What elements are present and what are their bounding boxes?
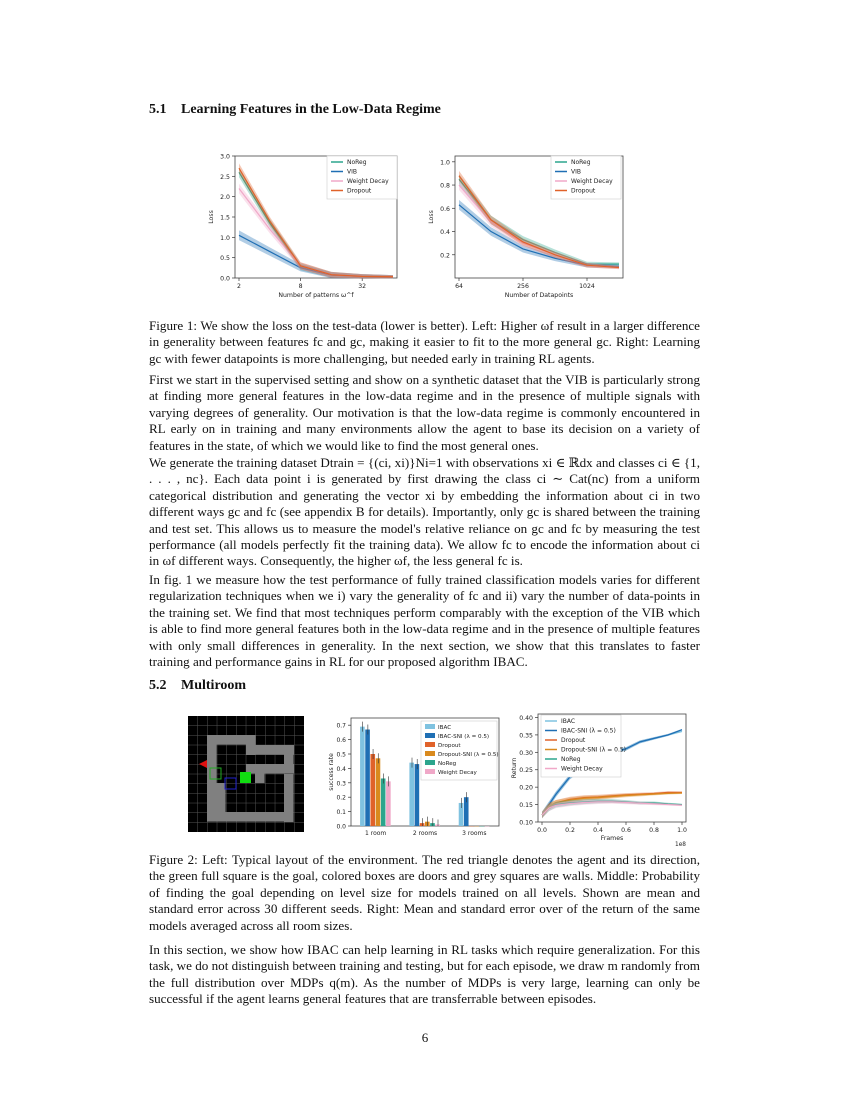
y-tick-label: 0.2 <box>336 794 346 802</box>
paragraph-3: In fig. 1 we measure how the test performance of fully trained classification models varies for different regularization techniques when we i) vary the generality of fc and ii) vary the number of data-points in the training set. We find that most techniques perform comparably with the exception of the VIB which is able to find more general features both in the low-data regime and in the presence of multiple features with only small differences in generality. In the next section, we show that this translates to faster training and performance gains in RL for our proposed algorithm IBAC. <box>149 572 700 670</box>
wall <box>207 744 217 817</box>
y-axis-label: Loss <box>428 210 435 224</box>
wall <box>284 774 294 822</box>
legend-label-noreg: NoReg <box>347 159 367 166</box>
y-tick-label: 0.8 <box>440 182 450 190</box>
legend-label-dropout-sni-0-5: Dropout-SNI (λ = 0.5) <box>438 752 499 758</box>
figure2-return-chart <box>510 710 690 848</box>
legend-label-weight-decay: Weight Decay <box>571 178 613 185</box>
y-tick-label: 0.20 <box>519 784 533 792</box>
y-axis-label: Loss <box>208 210 215 224</box>
paragraph-1: First we start in the supervised setting and show on a synthetic dataset that the VIB is particularly strong at finding more general features in the low-data regime and in the presence of multiple signals with varying degrees of generality. Our motivation is that the low-data regime is commonly encountered in RL early on in training and many environments allow the agent to base its decision on a variety of features in the state, of which we would like to find the most general ones. <box>149 372 700 453</box>
x-tick-label: 3 rooms <box>462 830 487 837</box>
y-tick-label: 0.6 <box>440 205 450 213</box>
x-axis-label: Number of patterns ω^f <box>278 292 354 299</box>
legend-label-dropout: Dropout <box>561 737 586 744</box>
bar-weight-decay <box>386 781 391 826</box>
x-tick-label: 0.0 <box>537 827 547 834</box>
legend-label-vib: VIB <box>571 168 581 176</box>
wall <box>284 745 294 765</box>
y-tick-label: 0.10 <box>519 819 533 827</box>
wall <box>246 764 294 774</box>
section-number: 5.1 <box>149 102 167 117</box>
bar-dropout-sni-0-5 <box>376 758 381 826</box>
figure2-return-plot-area <box>511 714 687 848</box>
legend-label-dropout: Dropout <box>347 187 372 195</box>
figure1-caption <box>149 318 700 367</box>
y-tick-label: 2.0 <box>220 194 230 202</box>
y-tick-label: 0.2 <box>440 252 450 260</box>
y-tick-label: 0.5 <box>220 255 230 263</box>
figure2-bar-chart <box>325 712 503 842</box>
y-tick-label: 0.5 <box>336 751 346 759</box>
legend-label-ibac: IBAC <box>561 718 576 725</box>
x-multiplier: 1e8 <box>675 842 686 848</box>
legend-label-noreg: NoReg <box>438 761 457 767</box>
x-tick-label: 256 <box>517 283 529 290</box>
legend-label-ibac: IBAC <box>438 725 452 731</box>
legend-label-dropout: Dropout <box>571 187 596 195</box>
x-tick-label: 1024 <box>579 283 595 290</box>
figure1-left-plot-area <box>208 154 397 300</box>
legend-swatch-noreg <box>425 760 435 765</box>
figure2-caption-label: Figure 2: <box>149 852 198 867</box>
legend-swatch-ibac <box>425 724 435 729</box>
legend-label-dropout-sni-0-5: Dropout-SNI (λ = 0.5) <box>561 746 627 754</box>
wall <box>216 783 226 812</box>
legend-swatch-ibac-sni-0-5 <box>425 733 435 738</box>
y-tick-label: 0.0 <box>220 275 230 283</box>
wall <box>255 764 265 783</box>
legend-label-dropout: Dropout <box>438 743 461 749</box>
x-tick-label: 0.4 <box>593 827 603 834</box>
y-tick-label: 0.15 <box>519 802 533 810</box>
y-tick-label: 0.0 <box>336 823 346 831</box>
y-tick-label: 1.5 <box>220 214 230 222</box>
bar-dropout-sni-0-5 <box>425 822 430 826</box>
x-tick-label: 32 <box>358 283 367 290</box>
section-number: 5.2 <box>149 678 167 693</box>
bar-ibac <box>409 763 414 826</box>
legend-swatch-dropout <box>425 742 435 747</box>
y-tick-label: 0.30 <box>519 749 533 757</box>
legend-label-ibac-sni-0-5: IBAC-SNI (λ = 0.5) <box>438 734 490 740</box>
legend-swatch-weight-decay <box>425 769 435 774</box>
x-tick-label: 2 <box>237 283 241 290</box>
figure2-caption-text: Left: Typical layout of the environment. The red triangle denotes the agent and its direction, the green full square is the goal, colored boxes are doors and grey squares are walls. Middle: Probability of finding the goal depending on level size for models trained on all levels. Shown are mean and standard error across 30 different seeds. Right: Mean and standard error over of the return of the same models averaged across all room sizes. <box>149 852 700 933</box>
bar-noreg <box>381 778 386 826</box>
x-tick-label: 2 rooms <box>412 830 438 837</box>
x-tick-label: 1.0 <box>677 827 687 834</box>
y-tick-label: 0.1 <box>336 809 346 817</box>
y-tick-label: 0.35 <box>519 732 533 740</box>
legend-label-noreg: NoReg <box>561 756 581 763</box>
y-tick-label: 0.3 <box>336 780 346 788</box>
y-tick-label: 0.25 <box>519 767 533 775</box>
bar-ibac-sni-0-5 <box>415 764 420 826</box>
legend-label-noreg: NoReg <box>571 159 591 166</box>
y-tick-label: 0.40 <box>519 714 533 722</box>
x-tick-label: 1 room <box>365 830 387 837</box>
x-axis-label: Number of Datapoints <box>504 292 574 299</box>
legend-label-weight-decay: Weight Decay <box>347 178 389 185</box>
section-heading-5-2 <box>149 678 246 694</box>
bar-dropout <box>420 823 425 826</box>
section-heading-5-1 <box>149 102 441 118</box>
x-tick-label: 64 <box>455 283 463 290</box>
y-axis-label: Return <box>511 757 518 779</box>
bar-ibac <box>360 727 365 826</box>
legend-label-weight-decay: Weight Decay <box>561 765 603 773</box>
section-title: Learning Features in the Low-Data Regime <box>181 102 441 117</box>
figure2-caption <box>149 852 700 934</box>
figure1-right-plot-area <box>428 156 623 299</box>
legend-label-ibac-sni-0-5: IBAC-SNI (λ = 0.5) <box>561 727 616 735</box>
legend-label-weight-decay: Weight Decay <box>438 770 477 776</box>
y-tick-label: 1.0 <box>220 234 230 242</box>
bar-dropout <box>370 754 375 826</box>
figure2-bar-plot-area <box>328 718 499 837</box>
paragraph-4: In this section, we show how IBAC can help learning in RL tasks which require generalization. For this task, we do not distinguish between training and testing, but for each episode, we draw m randomly from the full distribution over MDPs q(m). As the number of MDPs is very large, learning can only be successful if the agent learns general features that are transferrable between episodes. <box>149 942 700 1007</box>
x-tick-label: 8 <box>298 283 303 290</box>
y-tick-label: 0.4 <box>336 765 346 773</box>
y-tick-label: 0.7 <box>336 722 346 730</box>
y-tick-label: 3.0 <box>220 153 230 161</box>
figure2-environment-grid <box>188 716 304 832</box>
x-tick-label: 0.6 <box>621 827 631 834</box>
x-axis-label: Frames <box>600 835 624 842</box>
figure1-right-chart <box>425 148 630 306</box>
y-tick-label: 2.5 <box>220 173 230 181</box>
y-axis-label: success rate <box>328 753 335 791</box>
paragraph-2: We generate the training dataset Dtrain = {(ci, xi)}Ni=1 with observations xi ∈ ℝdx and classes ci ∈ {1, . . . , nc}. Each data point i is generated by first drawing the class ci ∼ Cat(nc) from a uniform categorical distribution and generating the vector xi by embedding the information about ci in two different ways gc and fc (see appendix B for details). Importantly, only gc is shared between the training and test set. This allows us to measure the model's relative reliance on gc and fc by measuring the test performance (all models perfectly fit the training data). We allow fc to encode the information about ci in ωf different ways. Consequently, the higher ωf, the less general fc is. <box>149 455 700 569</box>
wall <box>207 812 293 822</box>
x-tick-label: 0.8 <box>649 827 659 834</box>
y-tick-label: 0.4 <box>440 229 450 237</box>
x-tick-label: 0.2 <box>565 827 575 834</box>
figure1-left-chart <box>205 148 405 306</box>
y-tick-label: 1.0 <box>440 159 450 167</box>
legend-label-vib: VIB <box>347 168 357 176</box>
page-number: 6 <box>421 1030 429 1045</box>
goal-square-icon <box>240 772 251 783</box>
section-title: Multiroom <box>181 678 247 693</box>
legend-swatch-dropout-sni-0-5 <box>425 751 435 756</box>
y-tick-label: 0.6 <box>336 737 346 745</box>
figure1-caption-label: Figure 1: <box>149 318 197 333</box>
figure1-caption-text: We show the loss on the test-data (lower is better). Left: Higher ωf result in a larger difference in generality between features fc and gc, making it easier to fit to the more general gc. Right: Learning gc with fewer datapoints is more challenging, but needed early in training RL agents. <box>149 318 700 366</box>
bar-ibac-sni-0-5 <box>365 730 370 826</box>
